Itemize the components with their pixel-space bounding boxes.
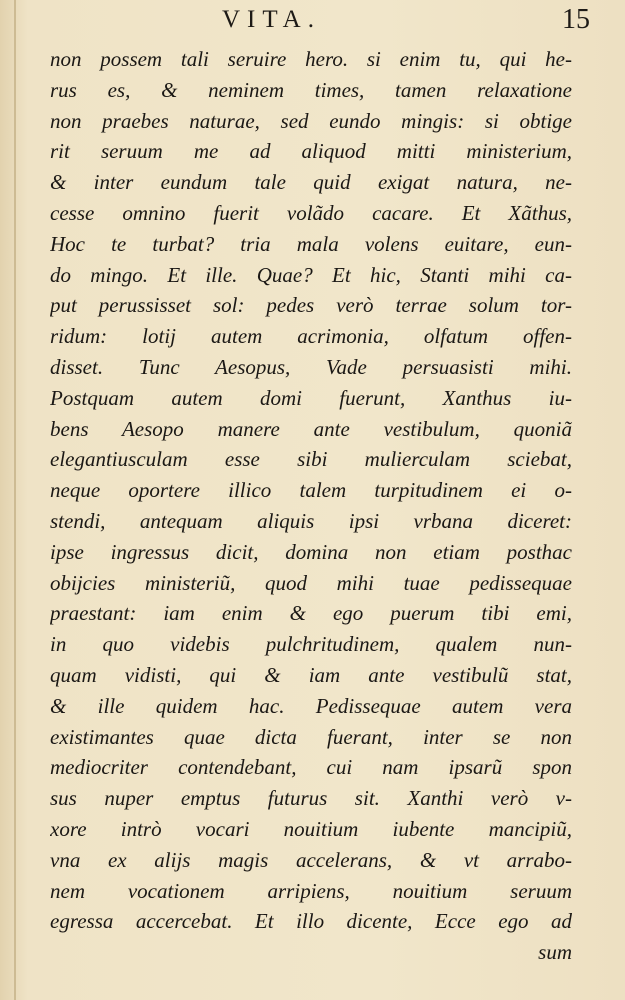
text-line: xore intrò vocari nouitium iubente mancipiũ,: [50, 816, 572, 841]
text-line: put perussisset sol: pedes verò terrae solum tor-: [50, 293, 572, 318]
text-line: bens Aesopo manere ante vestibulum, quoniã: [50, 416, 572, 441]
text-line: vna ex alijs magis accelerans, & vt arrabo-: [50, 847, 572, 872]
binding-gutter: [14, 0, 16, 1000]
text-line: disset. Tunc Aesopus, Vade persuasisti mihi.: [50, 354, 572, 379]
body-text: [50, 44, 572, 968]
text-line: rus es, & neminem times, tamen relaxatione: [50, 77, 572, 102]
text-line: Postquam autem domi fuerunt, Xanthus iu-: [50, 385, 572, 410]
text-line: ipse ingressus dicit, domina non etiam posthac: [50, 539, 572, 564]
text-line: Hoc te turbat? tria mala volens euitare, eun-: [50, 231, 572, 256]
page-header: [0, 4, 625, 38]
text-line: in quo videbis pulchritudinem, qualem nun-: [50, 632, 572, 657]
text-line: ridum: lotij autem acrimonia, olfatum offen-: [50, 324, 572, 349]
text-line: egressa accercebat. Et illo dicente, Ecce ego ad: [50, 909, 572, 934]
text-line: existimantes quae dicta fuerant, inter se non: [50, 724, 572, 749]
text-line: stendi, antequam aliquis ipsi vrbana diceret:: [50, 508, 572, 533]
text-line: non praebes naturae, sed eundo mingis: si obtige: [50, 108, 572, 133]
text-line: & ille quidem hac. Pedissequae autem vera: [50, 693, 572, 718]
text-line: praestant: iam enim & ego puerum tibi emi,: [50, 601, 572, 626]
text-line: rit seruum me ad aliquod mitti ministerium,: [50, 139, 572, 164]
text-line: quam vidisti, qui & iam ante vestibulũ stat,: [50, 662, 572, 687]
text-line: do mingo. Et ille. Quae? Et hic, Stanti mihi ca-: [50, 262, 572, 287]
text-line: elegantiusculam esse sibi mulierculam sciebat,: [50, 447, 572, 472]
text-line: non possem tali seruire hero. si enim tu, qui he-: [50, 47, 572, 71]
text-line: nem vocationem arripiens, nouitium seruum: [50, 878, 572, 903]
catchword: sum: [538, 940, 572, 965]
running-title: VITA.: [222, 6, 321, 33]
text-line: cesse omnino fuerit volãdo cacare. Et Xãthus,: [50, 200, 572, 225]
text-line: neque oportere illico talem turpitudinem ei o-: [50, 478, 572, 503]
text-line: obijcies ministeriũ, quod mihi tuae pedissequae: [50, 570, 572, 595]
text-line: sus nuper emptus futurus sit. Xanthi verò v-: [50, 786, 572, 811]
text-line: mediocriter contendebant, cui nam ipsarũ spon: [50, 755, 572, 780]
page-number: 15: [562, 4, 590, 35]
text-line: & inter eundum tale quid exigat natura, ne-: [50, 170, 572, 195]
